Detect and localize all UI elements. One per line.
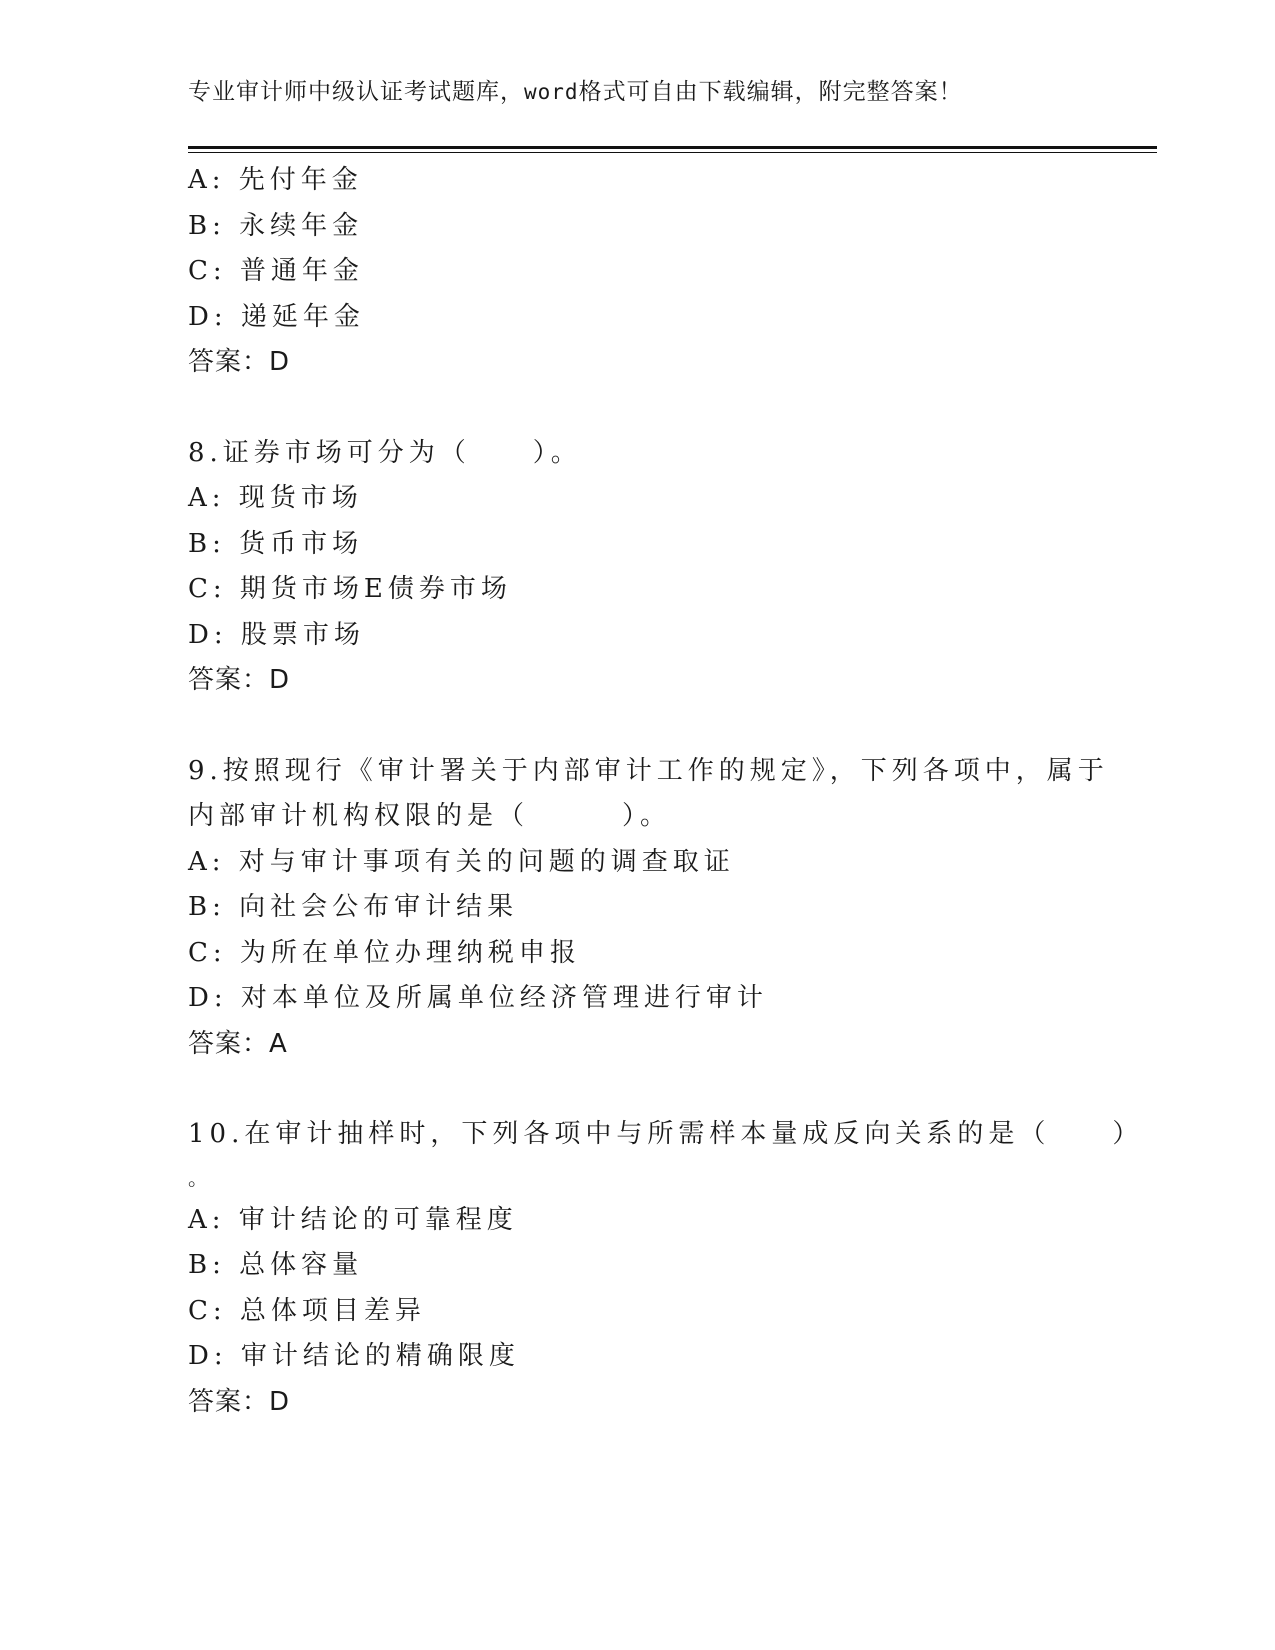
question-10 [188, 1112, 1144, 1425]
option-c: C: 期货市场E债券市场 [188, 574, 512, 604]
answer: 答案：D [188, 347, 291, 377]
option-a: A: 审计结论的可靠程度 [188, 1204, 518, 1235]
question-list [188, 158, 1144, 1425]
option-a: A: 现货市场 [188, 483, 363, 513]
option-d: D: 对本单位及所属单位经济管理进行审计 [188, 983, 768, 1013]
document-header [188, 72, 1088, 112]
answer: 答案：D [188, 665, 291, 695]
answer: 答案：A [188, 1028, 288, 1059]
option-b: B: 总体容量 [188, 1250, 364, 1280]
option-d: D: 递延年金 [188, 301, 365, 332]
option-d: D: 审计结论的精确限度 [188, 1341, 520, 1371]
header-text-prefix: 专业审计师中级认证考试题库， [188, 79, 524, 105]
question-stem-line-2: 。 [188, 1165, 213, 1190]
header-rule-thick [188, 146, 1157, 149]
header-text-suffix: 格式可自由下载编辑，附完整答案！ [578, 79, 963, 105]
question-8 [188, 431, 1088, 704]
option-c: C: 为所在单位办理纳税申报 [188, 937, 581, 968]
option-b: B: 货币市场 [188, 528, 364, 559]
option-c: C: 总体项目差异 [188, 1295, 426, 1326]
question-stem-line-2: 内部审计机构权限的是（ ）。 [188, 801, 672, 831]
option-b: B: 向社会公布审计结果 [188, 892, 519, 922]
question-stem: 8.证券市场可分为（ ）。 [188, 437, 582, 468]
header-text-word: word [524, 80, 579, 104]
answer: 答案：D [188, 1386, 291, 1417]
option-d: D: 股票市场 [188, 619, 365, 650]
question-stem-line-1: 10.在审计抽样时，下列各项中与所需样本量成反向关系的是（ ） [188, 1119, 1144, 1149]
option-a: A: 先付年金 [188, 165, 363, 195]
option-c: C: 普通年金 [188, 256, 364, 286]
question-stem-line-1: 9.按照现行《审计署关于内部审计工作的规定》，下列各项中，属于 [188, 755, 1109, 786]
header-rule-thin [188, 152, 1157, 153]
option-a: A: 对与审计事项有关的问题的调查取证 [188, 846, 735, 877]
question-9 [188, 749, 1109, 1068]
question-7 [188, 158, 1088, 386]
option-b: B: 永续年金 [188, 210, 364, 241]
